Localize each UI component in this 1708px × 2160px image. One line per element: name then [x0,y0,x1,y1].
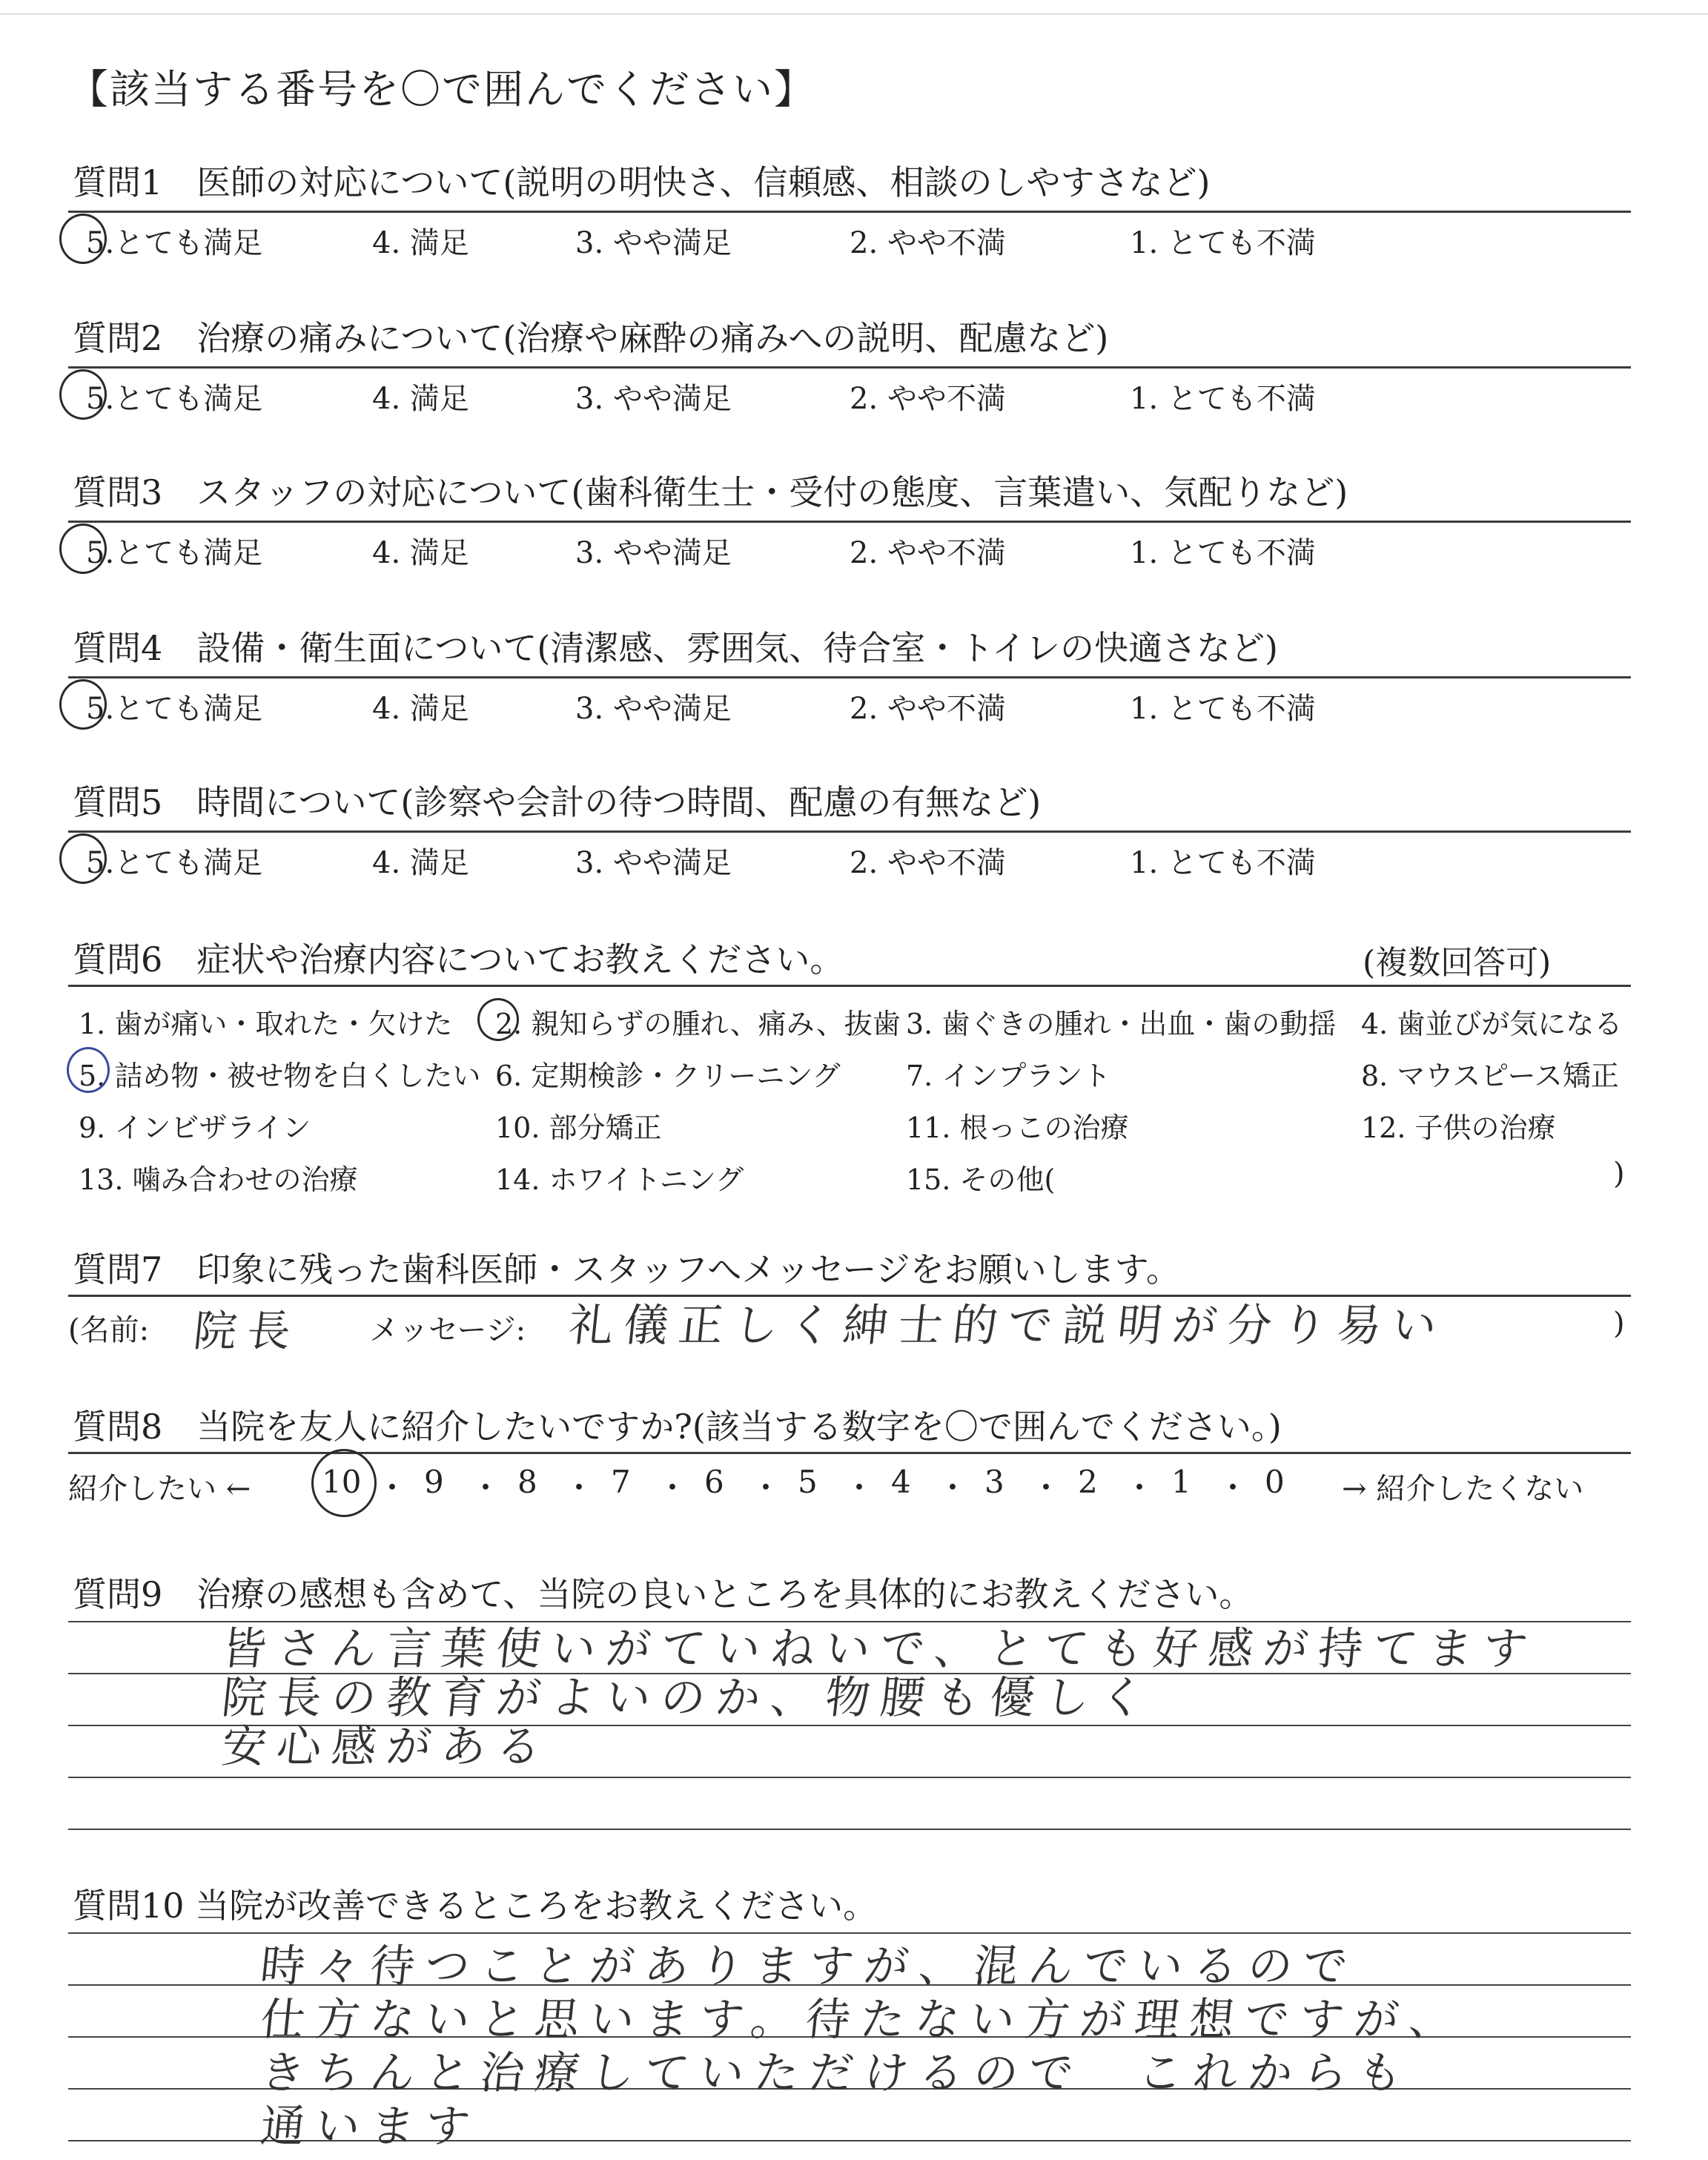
q6-option-8: 8. マウスピース矯正 [1361,1060,1619,1092]
q8-scale-3: 3 [984,1464,1004,1500]
q8-scale-dot: ・ [470,1470,502,1506]
q6-option-3: 3. 歯ぐきの腫れ・出血・歯の動揺 [906,1008,1337,1040]
q6-rule [68,985,1631,987]
q1-circle-selected [59,214,107,264]
q8-scale-1: 1 [1171,1464,1191,1500]
q10-line-1: 時々待つことがありますが、混んでいるので [257,1941,1361,1992]
q5-option-5: 5.とても満足 [86,846,263,880]
q6-option-10: 10. 部分矯正 [495,1112,662,1144]
q10-line-3: きちんと治療していただけるので これからも [257,2047,1416,2099]
q7-message-value: 礼儀正しく紳士的で説明が分り易い [566,1300,1450,1352]
q5-option-3: 3. やや満足 [575,846,732,880]
q8-scale-dot: ・ [1217,1470,1249,1506]
q7-close-paren: ) [1613,1307,1625,1341]
q10-line-4: 通います [257,2101,483,2153]
q2-circle-selected [59,369,107,420]
q8-title: 質問8 当院を友人に紹介したいですか?(該当する数字を〇で囲んでください。) [73,1407,1282,1447]
q6-title: 質問6 症状や治療内容についてお教えください。 [73,939,844,980]
q2-option-5: 5.とても満足 [86,382,263,416]
q8-circle-10 [311,1449,377,1517]
q3-title: 質問3 スタッフの対応について(歯科衛生士・受付の態度、言葉遣い、気配りなど) [73,472,1348,512]
q5-option-2: 2. やや不満 [850,846,1006,880]
q8-scale-dot: ・ [563,1470,595,1506]
q6-option-5: 5. 詰め物・被せ物を白くしたい [79,1060,481,1092]
q8-scale-10: 10 [322,1464,362,1500]
q6-option-4: 4. 歯並びが気になる [1361,1008,1623,1040]
q6-circle-5 [67,1047,110,1093]
q3-option-4: 4. 満足 [372,536,469,570]
q1-option-2: 2. やや不満 [850,226,1006,260]
q9-rule-4 [68,1777,1631,1778]
q8-scale-5: 5 [798,1464,818,1500]
q8-rule [68,1452,1631,1454]
q2-option-4: 4. 満足 [372,382,469,416]
q6-option-12: 12. 子供の治療 [1361,1112,1556,1144]
q1-option-1: 1. とても不満 [1130,226,1316,260]
q3-circle-selected [59,524,107,574]
q8-scale-dot: ・ [750,1470,782,1506]
q6-note: (複数回答可) [1363,944,1552,982]
q4-option-4: 4. 満足 [372,692,469,726]
q9-line-3: 安心感がある [219,1721,555,1773]
q2-option-1: 1. とても不満 [1130,382,1316,416]
q8-scale-6: 6 [704,1464,724,1500]
q9-rule-5 [68,1829,1631,1830]
q6-close-paren: ) [1613,1157,1625,1191]
q8-scale-dot: ・ [844,1470,875,1506]
q7-name-label: (名前: [68,1313,150,1347]
q8-scale-dot: ・ [1030,1470,1062,1506]
q4-option-3: 3. やや満足 [575,692,732,726]
q2-title: 質問2 治療の痛みについて(治療や麻酔の痛みへの説明、配慮など) [73,318,1109,358]
q2-option-2: 2. やや不満 [850,382,1006,416]
q5-title: 質問5 時間について(診察や会計の待つ時間、配慮の有無など) [73,782,1042,822]
q3-option-3: 3. やや満足 [575,536,732,570]
q8-scale-dot: ・ [377,1470,408,1506]
q1-option-4: 4. 満足 [372,226,469,260]
q8-scale-0: 0 [1265,1464,1285,1500]
q1-rule [68,211,1631,213]
q6-option-11: 11. 根っこの治療 [906,1112,1129,1144]
q3-option-1: 1. とても不満 [1130,536,1316,570]
q8-scale-2: 2 [1078,1464,1098,1500]
q8-left-label: 紹介したい ← [68,1472,251,1506]
q4-option-5: 5.とても満足 [86,692,263,726]
q5-option-4: 4. 満足 [372,846,469,880]
q8-scale-dot: ・ [657,1470,689,1506]
q4-title: 質問4 設備・衛生面について(清潔感、雰囲気、待合室・トイレの快適さなど) [73,628,1278,668]
q8-scale-dot: ・ [937,1470,969,1506]
q8-scale-7: 7 [611,1464,631,1500]
q8-scale-9: 9 [424,1464,444,1500]
q8-scale-4: 4 [891,1464,911,1500]
q6-option-6: 6. 定期検診・クリーニング [495,1060,841,1092]
q6-option-7: 7. インプラント [906,1060,1111,1092]
q1-title: 質問1 医師の対応について(説明の明快さ、信頼感、相談のしやすさなど) [73,162,1211,202]
q6-option-1: 1. 歯が痛い・取れた・欠けた [79,1008,453,1040]
q10-line-2: 仕方ないと思います。待たない方が理想ですが、 [257,1994,1467,2046]
q6-option-14: 14. ホワイトニング [495,1163,744,1196]
q2-rule [68,366,1631,369]
q2-option-3: 3. やや満足 [575,382,732,416]
q4-rule [68,676,1631,678]
q6-option-13: 13. 噛み合わせの治療 [79,1163,358,1196]
q10-title: 質問10 当院が改善できるところをお教えください。 [73,1886,878,1926]
q9-line-2: 院長の教育がよいのか、物腰も優しく [219,1672,1158,1724]
q3-option-5: 5.とても満足 [86,536,263,570]
q6-option-2: 2. 親知らずの腫れ、痛み、抜歯 [495,1008,901,1040]
q7-title: 質問7 印象に残った歯科医師・スタッフへメッセージをお願いします。 [73,1249,1180,1289]
q1-option-3: 3. やや満足 [575,226,732,260]
scan-edge [0,13,1708,15]
q8-scale-8: 8 [517,1464,537,1500]
q4-option-2: 2. やや不満 [850,692,1006,726]
q9-title: 質問9 治療の感想も含めて、当院の良いところを具体的にお教えください。 [73,1574,1254,1614]
q6-option-15: 15. その他( [906,1163,1056,1196]
q4-option-1: 1. とても不満 [1130,692,1316,726]
page-title: 【該当する番号を〇で囲んでください】 [68,66,815,113]
q5-circle-selected [59,833,107,884]
q6-option-9: 9. インビザライン [79,1112,311,1144]
q1-option-5: 5.とても満足 [86,226,263,260]
q6-circle-2 [477,998,519,1041]
q7-message-label: メッセージ: [369,1313,526,1347]
q8-scale-dot: ・ [1124,1470,1156,1506]
q3-option-2: 2. やや不満 [850,536,1006,570]
q5-rule [68,830,1631,833]
q5-option-1: 1. とても不満 [1130,846,1316,880]
q3-rule [68,521,1631,523]
q7-name-value: 院長 [191,1306,304,1356]
q8-right-label: → 紹介したくない [1342,1472,1584,1506]
q4-circle-selected [59,679,107,730]
q9-line-1: 皆さん言葉使いがていねいで、とても好感が持てます [219,1623,1540,1675]
